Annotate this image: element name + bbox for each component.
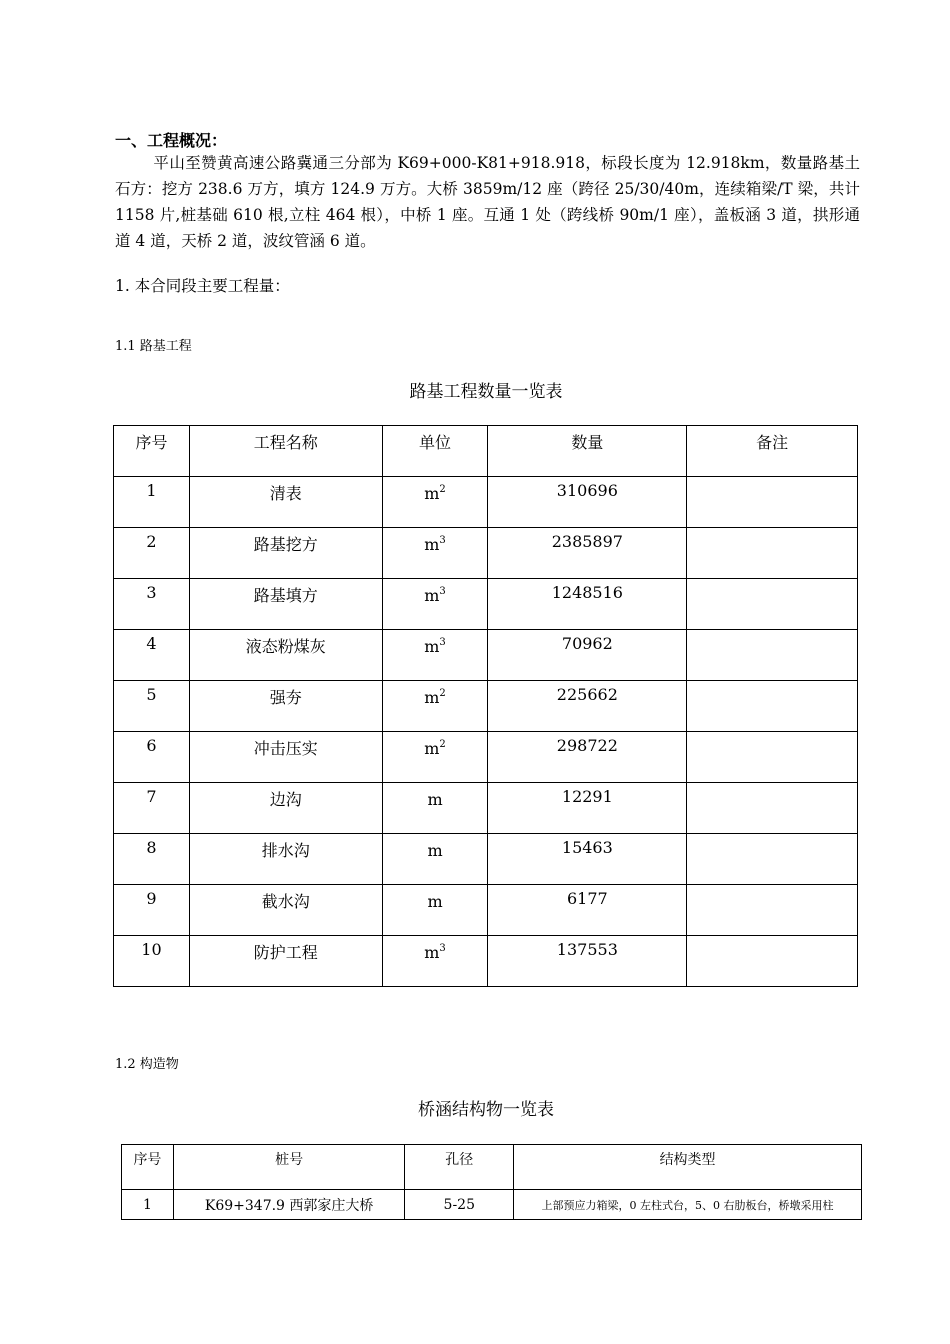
header-cell: 序号 — [122, 1145, 174, 1190]
header-cell: 数量 — [488, 426, 687, 477]
row-number-cell: 1 — [122, 1190, 174, 1220]
quantity-cell: 12291 — [488, 783, 687, 834]
unit-exponent: 3 — [439, 943, 446, 954]
station-cell: K69+347.9 西郭家庄大桥 — [173, 1190, 405, 1220]
quantity-cell: 225662 — [488, 681, 687, 732]
note-cell — [687, 834, 858, 885]
table-row — [114, 477, 858, 528]
unit-text: m — [424, 535, 440, 554]
header-cell: 序号 — [114, 426, 190, 477]
overview-paragraph — [115, 150, 860, 254]
unit-text: m — [427, 790, 443, 809]
note-cell — [687, 936, 858, 987]
unit-text: m — [424, 739, 440, 758]
roadbed-table — [113, 425, 858, 987]
item-name-cell: 清表 — [189, 477, 382, 528]
table-row — [114, 681, 858, 732]
unit-text: m — [427, 892, 443, 911]
unit-cell — [382, 681, 488, 732]
table-row — [114, 579, 858, 630]
row-number-cell: 7 — [114, 783, 190, 834]
unit-text: m — [424, 484, 440, 503]
span-cell: 5-25 — [405, 1190, 514, 1220]
subsection-title-1-1: 1.1 路基工程 — [115, 339, 192, 354]
item-name-cell: 液态粉煤灰 — [189, 630, 382, 681]
table-row — [114, 630, 858, 681]
quantity-cell: 15463 — [488, 834, 687, 885]
note-cell — [687, 579, 858, 630]
unit-cell — [382, 885, 488, 936]
unit-cell — [382, 936, 488, 987]
item-name-cell: 截水沟 — [189, 885, 382, 936]
bridge-table — [121, 1144, 862, 1220]
quantity-cell: 6177 — [488, 885, 687, 936]
section-heading: 一、工程概况： — [115, 131, 228, 150]
quantity-cell: 298722 — [488, 732, 687, 783]
row-number-cell: 4 — [114, 630, 190, 681]
unit-cell — [382, 834, 488, 885]
row-number-cell: 8 — [114, 834, 190, 885]
table-row — [114, 885, 858, 936]
unit-text: m — [424, 637, 440, 656]
row-number-cell: 2 — [114, 528, 190, 579]
row-number-cell: 6 — [114, 732, 190, 783]
subsection-title-1: 1. 本合同段主要工程量： — [115, 277, 290, 295]
header-cell: 结构类型 — [514, 1145, 862, 1190]
table-row — [114, 528, 858, 579]
unit-cell — [382, 528, 488, 579]
item-name-cell: 路基挖方 — [189, 528, 382, 579]
quantity-cell: 2385897 — [488, 528, 687, 579]
row-number-cell: 5 — [114, 681, 190, 732]
unit-cell — [382, 579, 488, 630]
row-number-cell: 3 — [114, 579, 190, 630]
note-cell — [687, 783, 858, 834]
row-number-cell: 10 — [114, 936, 190, 987]
unit-text: m — [427, 841, 443, 860]
table-header-row — [122, 1145, 862, 1190]
table-row — [114, 783, 858, 834]
quantity-cell: 310696 — [488, 477, 687, 528]
unit-exponent: 2 — [439, 739, 446, 750]
unit-exponent: 2 — [439, 484, 446, 495]
unit-cell — [382, 477, 488, 528]
overview-text: 平山至赞黄高速公路冀通三分部为 K69+000-K81+918.918，标段长度为 12.918km，数量路基土石方：挖方 238.6 万方，填方 124.9 万方。大桥 3859m/12 座（跨径 25/30/40m，连续箱梁/T 梁，共计 1158 片,桩基础 610 根,立柱 464 根），中桥 1 座。互通 1 处（跨线桥 90m/1 座），盖板涵 3 道，拱形通道 4 道，天桥 2 道，波纹管涵 6 道。 — [115, 154, 860, 250]
table-row — [114, 732, 858, 783]
note-cell — [687, 477, 858, 528]
unit-cell — [382, 783, 488, 834]
item-name-cell: 强夯 — [189, 681, 382, 732]
unit-exponent: 3 — [439, 586, 446, 597]
item-name-cell: 路基填方 — [189, 579, 382, 630]
roadbed-table-caption: 路基工程数量一览表 — [409, 382, 563, 402]
quantity-cell: 70962 — [488, 630, 687, 681]
table-header-row — [114, 426, 858, 477]
header-cell: 桩号 — [173, 1145, 405, 1190]
note-cell — [687, 681, 858, 732]
table-row — [122, 1190, 862, 1220]
table-row — [114, 936, 858, 987]
subsection-title-1-2: 1.2 构造物 — [115, 1057, 179, 1072]
note-cell — [687, 528, 858, 579]
table-row — [114, 834, 858, 885]
item-name-cell: 冲击压实 — [189, 732, 382, 783]
note-cell — [687, 732, 858, 783]
item-name-cell: 边沟 — [189, 783, 382, 834]
row-number-cell: 1 — [114, 477, 190, 528]
item-name-cell: 排水沟 — [189, 834, 382, 885]
bridge-table-caption: 桥涵结构物一览表 — [418, 1100, 554, 1120]
header-cell: 备注 — [687, 426, 858, 477]
quantity-cell: 1248516 — [488, 579, 687, 630]
header-cell: 孔径 — [405, 1145, 514, 1190]
note-cell — [687, 885, 858, 936]
unit-cell — [382, 732, 488, 783]
unit-text: m — [424, 688, 440, 707]
unit-exponent: 2 — [439, 688, 446, 699]
quantity-cell: 137553 — [488, 936, 687, 987]
unit-exponent: 3 — [439, 535, 446, 546]
unit-cell — [382, 630, 488, 681]
header-cell: 单位 — [382, 426, 488, 477]
unit-text: m — [424, 586, 440, 605]
unit-text: m — [424, 943, 440, 962]
structure-type-cell: 上部预应力箱梁，0 左柱式台，5、0 右肋板台，桥墩采用柱 — [514, 1190, 862, 1220]
item-name-cell: 防护工程 — [189, 936, 382, 987]
header-cell: 工程名称 — [189, 426, 382, 477]
note-cell — [687, 630, 858, 681]
row-number-cell: 9 — [114, 885, 190, 936]
unit-exponent: 3 — [439, 637, 446, 648]
